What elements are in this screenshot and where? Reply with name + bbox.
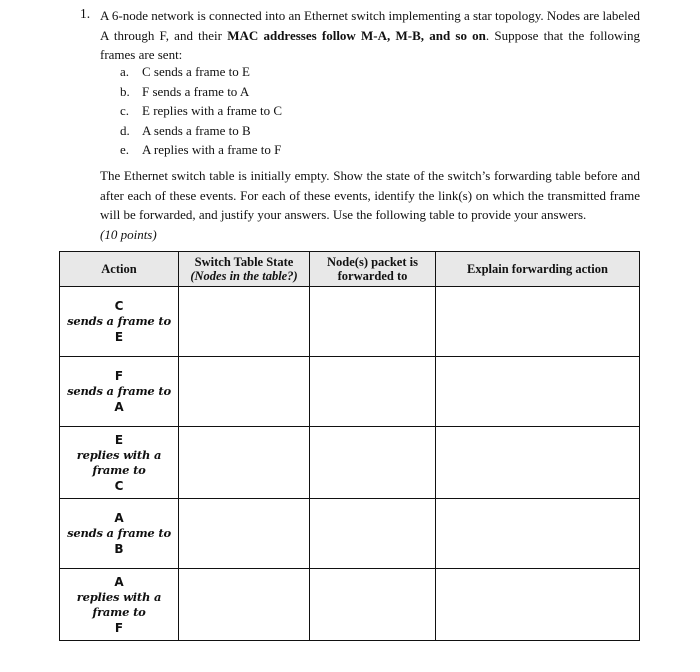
forwarded-to-cell[interactable] bbox=[310, 499, 436, 569]
switch-table-state-cell[interactable] bbox=[179, 357, 310, 427]
header-switch-table-state: Switch Table State (Nodes in the table?) bbox=[179, 252, 310, 287]
table-row bbox=[60, 287, 640, 357]
switch-table-state-cell[interactable] bbox=[179, 569, 310, 641]
forwarded-to-cell[interactable] bbox=[310, 427, 436, 499]
action-cell: E replies with a frame to C bbox=[60, 427, 179, 499]
frame-list bbox=[120, 62, 282, 160]
header-explain: Explain forwarding action bbox=[436, 252, 640, 287]
forwarded-to-cell[interactable] bbox=[310, 287, 436, 357]
list-item: a. C sends a frame to E bbox=[120, 64, 250, 79]
list-item: b. F sends a frame to A bbox=[120, 83, 250, 99]
intro-lead: A 6-node network is connected into an Ethernet switch implementing a star topology. Nodes are labeled A through F, and their bbox=[100, 8, 640, 43]
action-cell: F sends a frame to A bbox=[60, 357, 179, 427]
table-row bbox=[60, 427, 640, 499]
list-item: d. A sends a frame to B bbox=[120, 122, 251, 138]
action-cell: C sends a frame to E bbox=[60, 287, 179, 357]
table-row bbox=[60, 569, 640, 641]
answer-table bbox=[59, 251, 640, 641]
question-intro bbox=[100, 6, 640, 65]
intro-tail: . Suppose that the following frames are sent: bbox=[100, 27, 640, 62]
table-row bbox=[60, 499, 640, 569]
explain-cell[interactable] bbox=[436, 287, 640, 357]
header-action: Action bbox=[60, 252, 179, 287]
switch-table-state-cell[interactable] bbox=[179, 427, 310, 499]
explain-cell[interactable] bbox=[436, 569, 640, 641]
explain-cell[interactable] bbox=[436, 427, 640, 499]
intro-bold: MAC addresses follow M-A, M-B, and so on bbox=[227, 27, 486, 43]
list-item: c. E replies with a frame to C bbox=[120, 103, 283, 118]
question-number: 1. bbox=[80, 6, 91, 21]
switch-table-state-cell[interactable] bbox=[179, 499, 310, 569]
action-cell: A replies with a frame to F bbox=[60, 569, 179, 641]
header-forwarded-to: Node(s) packet is forwarded to bbox=[310, 252, 436, 287]
switch-table-state-cell[interactable] bbox=[179, 287, 310, 357]
explain-cell[interactable] bbox=[436, 357, 640, 427]
instructions: The Ethernet switch table is initially empty. Show the state of the switch’s forwarding table before and after each of these events. For each of these events, identify the link(s) on which the transmitted frame will be forwarded, and justify your answers. Use the following table to provide your answers. (10 points) bbox=[100, 168, 640, 242]
forwarded-to-cell[interactable] bbox=[310, 569, 436, 641]
table-row bbox=[60, 357, 640, 427]
forwarded-to-cell[interactable] bbox=[310, 357, 436, 427]
table-header-row bbox=[60, 252, 640, 287]
list-item: e. A replies with a frame to F bbox=[120, 142, 282, 157]
action-cell: A sends a frame to B bbox=[60, 499, 179, 569]
points-label: (10 points) bbox=[100, 226, 157, 242]
explain-cell[interactable] bbox=[436, 499, 640, 569]
